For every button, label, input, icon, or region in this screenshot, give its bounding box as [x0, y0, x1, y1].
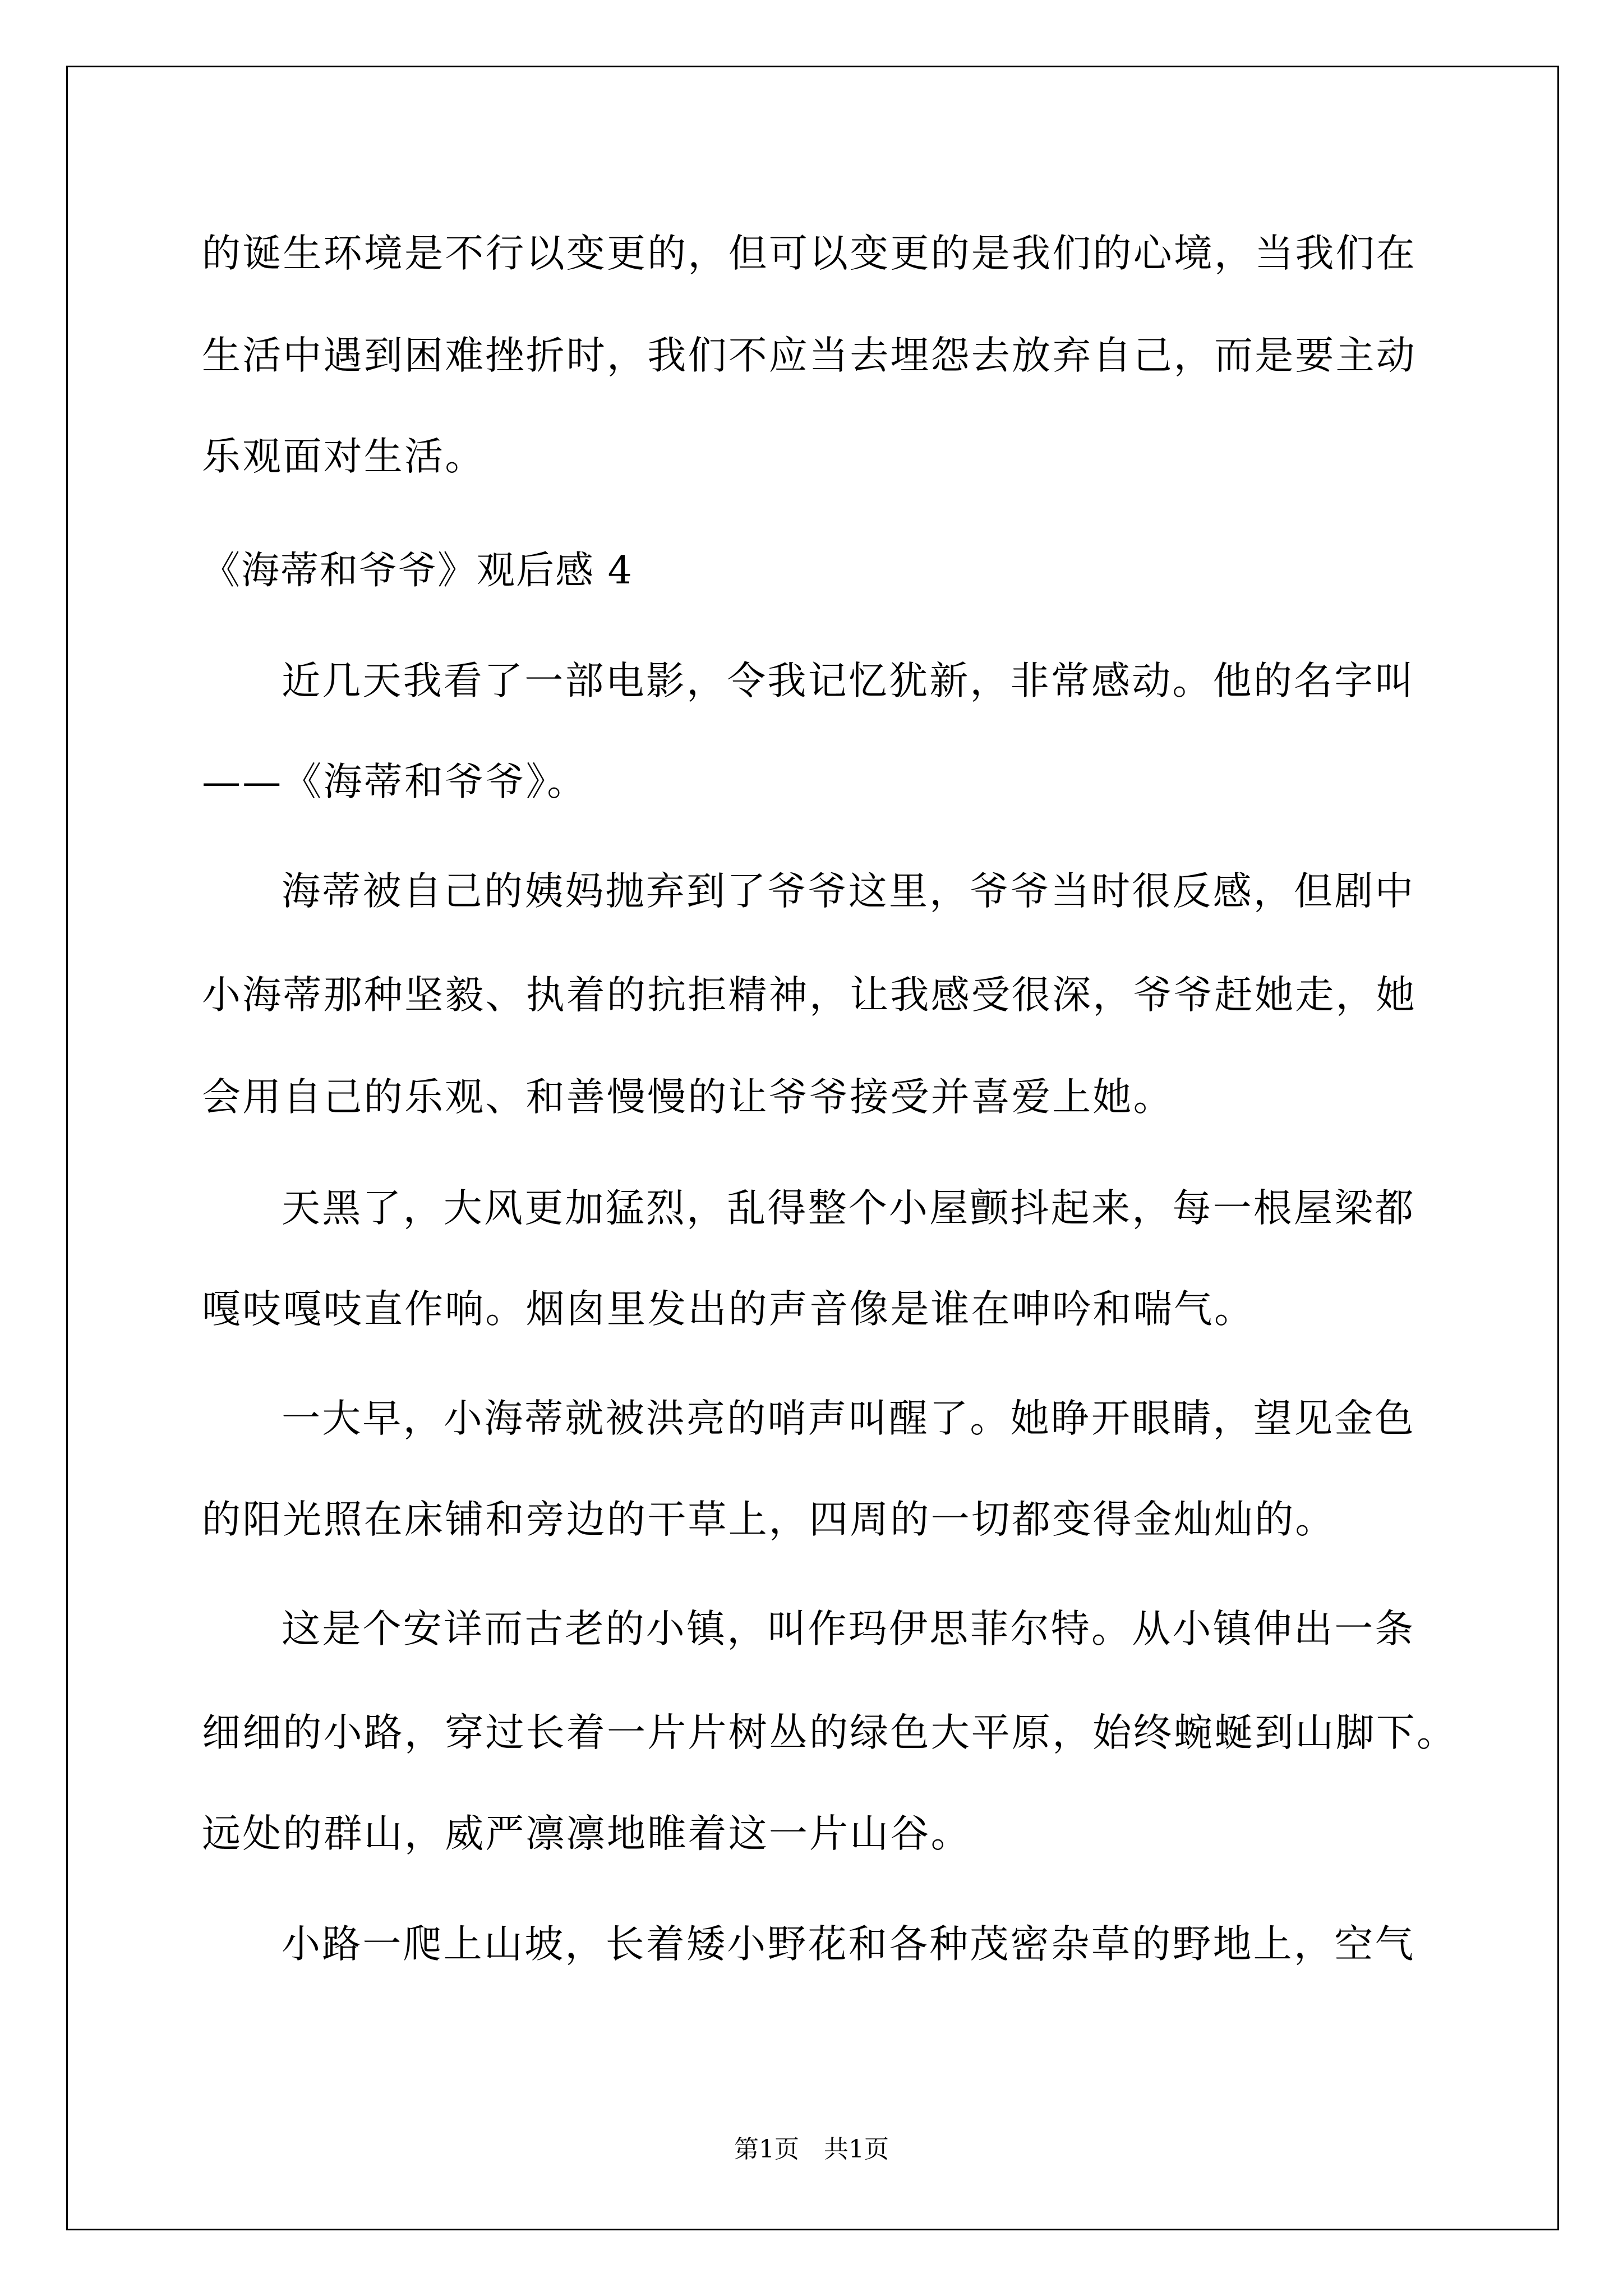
- body-line-16: 远处的群山，威严凛凛地睢着这一片山谷。: [202, 1811, 971, 1856]
- body-line-9: 会用自己的乐观、和善慢慢的让爷爷接受并喜爱上她。: [202, 1075, 1174, 1120]
- body-line-14: 这是个安详而古老的小镇，叫作玛伊思菲尔特。从小镇伸出一条: [282, 1607, 1415, 1651]
- body-line-3: 乐观面对生活。: [202, 434, 486, 479]
- body-line-6: ——《海蒂和爷爷》。: [202, 760, 588, 804]
- body-line-10: 天黑了，大风更加猛烈，乱得整个小屋颤抖起来，每一根屋梁都: [282, 1186, 1415, 1231]
- page-footer: 第1页 共1页: [734, 2135, 889, 2164]
- body-line-13: 的阳光照在床铺和旁边的干草上，四周的一切都变得金灿灿的。: [202, 1497, 1336, 1542]
- body-line-8: 小海蒂那种坚毅、执着的抗拒精神，让我感受很深，爷爷赶她走，她: [202, 973, 1417, 1018]
- body-line-17: 小路一爬上山坡，长着矮小野花和各种茂密杂草的野地上，空气: [282, 1922, 1415, 1967]
- body-line-15: 细细的小路，穿过长着一片片树丛的绿色大平原，始终蜿蜒到山脚下。: [202, 1710, 1458, 1755]
- body-line-7: 海蒂被自己的姨妈抛弃到了爷爷这里，爷爷当时很反感，但剧中: [282, 869, 1415, 914]
- body-line-2: 生活中遇到困难挫折时，我们不应当去埋怨去放弃自己，而是要主动: [202, 333, 1417, 378]
- body-line-5: 近几天我看了一部电影，令我记忆犹新，非常感动。他的名字叫: [282, 659, 1415, 703]
- body-line-12: 一大早，小海蒂就被洪亮的哨声叫醒了。她睁开眼睛，望见金色: [282, 1396, 1415, 1441]
- page-border: [66, 66, 1559, 2230]
- section-title: 《海蒂和爷爷》观后感 4: [202, 549, 633, 593]
- body-line-11: 嘎吱嘎吱直作响。烟囱里发出的声音像是谁在呻吟和喘气。: [202, 1287, 1255, 1332]
- body-line-1: 的诞生环境是不行以变更的，但可以变更的是我们的心境，当我们在: [202, 231, 1417, 276]
